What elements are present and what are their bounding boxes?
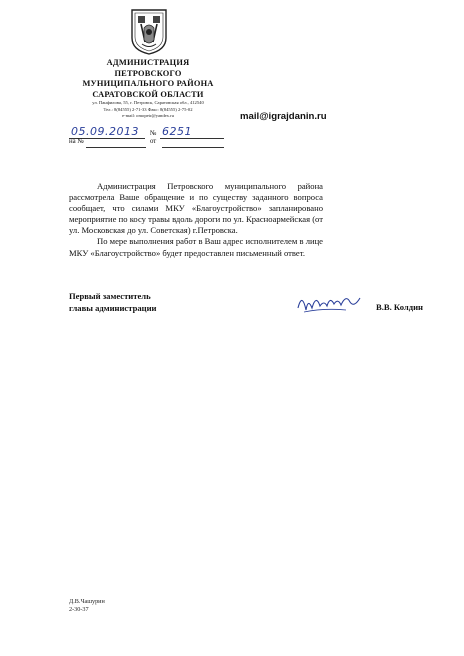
org-name-line: АДМИНИСТРАЦИЯ xyxy=(106,58,190,67)
executor-name: Д.В.Чашурин xyxy=(69,598,105,605)
number-prefix: № xyxy=(150,130,157,137)
org-address: ул. Панфилова, 55, г. Петровск, Саратовская обл., 412540 xyxy=(92,100,204,105)
signatory-name: В.В. Колдин xyxy=(376,302,423,312)
from-label: от xyxy=(150,138,157,145)
handwritten-signature xyxy=(294,288,364,316)
coat-of-arms-icon xyxy=(130,8,168,56)
executor-info xyxy=(69,598,105,615)
registration-date: 05.09.2013 xyxy=(71,125,139,138)
signatory-title-line: Первый заместитель xyxy=(69,291,151,301)
reply-to-label: на № xyxy=(69,138,84,145)
reply-date-line xyxy=(162,147,224,148)
organization-header xyxy=(60,58,236,100)
body-paragraph: Администрация Петровского муниципального района рассмотрела Ваше обращение и по существу заданного вопроса сообщает, что силами МКУ «Благоустройство» запланировано мероприятие по косу травы вдоль дороги по ул. Красноармейская (от ул. Московская до ул. Советская) г.Петровска. xyxy=(69,181,323,236)
org-name-line: САРАТОВСКОЙ ОБЛАСТИ xyxy=(92,89,204,99)
letter-body xyxy=(69,181,323,259)
org-email: e-mail: omopetr@yandex.ru xyxy=(122,113,174,118)
recipient-email: mail@igrajdanin.ru xyxy=(240,111,327,122)
org-phones: Тел.: 8(84555) 2-71-33 Факс: 8(84555) 2-75-02 xyxy=(103,106,193,112)
signatory-title-line: главы администрации xyxy=(69,303,157,314)
body-paragraph: По мере выполнения работ в Ваш адрес исполнителем в лице МКУ «Благоустройство» будет предоставлен письменный ответ. xyxy=(69,236,323,258)
number-underline xyxy=(160,138,224,139)
org-name-line: ПЕТРОВСКОГО xyxy=(114,68,182,78)
org-name-line: МУНИЦИПАЛЬНОГО РАЙОНА xyxy=(82,79,214,88)
registration-number: 6251 xyxy=(162,125,192,138)
reply-number-line xyxy=(86,147,146,148)
signatory-title xyxy=(69,290,157,315)
executor-phone: 2-30-37 xyxy=(69,606,89,614)
